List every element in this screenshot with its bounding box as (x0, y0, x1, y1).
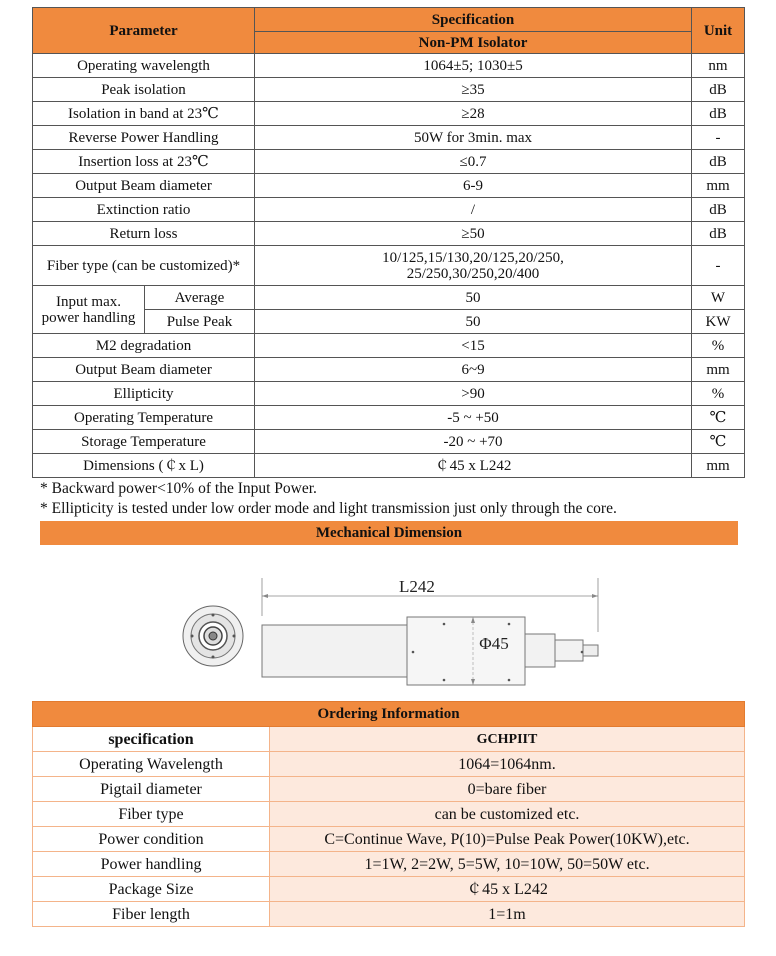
table-row (33, 454, 745, 478)
unit-cell: W (692, 286, 745, 310)
ordering-table (32, 701, 745, 927)
unit-cell: % (692, 334, 745, 358)
param-cell: M2 degradation (33, 334, 255, 358)
note-ellipticity: * Ellipticity is tested under low order mode and light transmission just only through the core. (40, 500, 617, 517)
unit-cell: mm (692, 454, 745, 478)
param-cell: Extinction ratio (33, 198, 255, 222)
table-row (33, 126, 745, 150)
table-row (33, 222, 745, 246)
table-row (33, 334, 745, 358)
param-cell: Ellipticity (33, 382, 255, 406)
ordering-value: 1=1m (270, 902, 745, 927)
table-row (33, 382, 745, 406)
value-cell (255, 246, 692, 286)
table-row (33, 430, 745, 454)
ordering-label: Fiber length (33, 902, 270, 927)
value-cell: ≥50 (255, 222, 692, 246)
unit-cell: dB (692, 102, 745, 126)
table-row (33, 777, 745, 802)
unit-cell: nm (692, 54, 745, 78)
unit-cell: - (692, 126, 745, 150)
table-row (33, 150, 745, 174)
table-row (33, 358, 745, 382)
param-cell: Dimensions (￠x L) (33, 454, 255, 478)
header-specification: Specification (255, 8, 692, 32)
param-group-line-1: Input max. (56, 293, 121, 310)
ordering-value: 1=1W, 2=2W, 5=5W, 10=10W, 50=50W etc. (270, 852, 745, 877)
value-cell: 50 (255, 310, 692, 334)
value-cell: <15 (255, 334, 692, 358)
ordering-title: Ordering Information (33, 702, 745, 727)
unit-cell: - (692, 246, 745, 286)
value-cell: 6~9 (255, 358, 692, 382)
end-view-icon (183, 606, 243, 666)
ordering-value: 0=bare fiber (270, 777, 745, 802)
value-cell: ￠45 x L242 (255, 454, 692, 478)
value-cell: >90 (255, 382, 692, 406)
table-row (33, 827, 745, 852)
value-line-1: 10/125,15/130,20/125,20/250, (382, 249, 564, 266)
table-row (33, 877, 745, 902)
param-cell: Operating wavelength (33, 54, 255, 78)
ordering-header-right: GCHPIIT (270, 727, 745, 752)
unit-cell: ℃ (692, 406, 745, 430)
header-subtitle: Non-PM Isolator (255, 32, 692, 54)
unit-cell: mm (692, 174, 745, 198)
unit-cell: % (692, 382, 745, 406)
value-cell: 50W for 3min. max (255, 126, 692, 150)
unit-cell: dB (692, 198, 745, 222)
sub-param-cell: Average (145, 286, 255, 310)
param-cell: Output Beam diameter (33, 174, 255, 198)
table-row (33, 78, 745, 102)
unit-cell: dB (692, 222, 745, 246)
table-row (33, 406, 745, 430)
value-cell: 1064±5; 1030±5 (255, 54, 692, 78)
value-cell: 6-9 (255, 174, 692, 198)
length-label: L242 (399, 577, 435, 596)
value-cell: -5 ~ +50 (255, 406, 692, 430)
ordering-value: 1064=1064nm. (270, 752, 745, 777)
value-cell: / (255, 198, 692, 222)
param-cell: Output Beam diameter (33, 358, 255, 382)
value-cell: -20 ~ +70 (255, 430, 692, 454)
mechanical-drawing (170, 572, 610, 690)
table-row (33, 286, 745, 310)
param-cell: Reverse Power Handling (33, 126, 255, 150)
value-cell: ≥28 (255, 102, 692, 126)
table-row (33, 198, 745, 222)
param-group-line-2: power handling (41, 309, 136, 326)
unit-cell: mm (692, 358, 745, 382)
note-backward-power: * Backward power<10% of the Input Power. (40, 480, 317, 497)
mechanical-dimension-title: Mechanical Dimension (40, 521, 738, 545)
header-parameter: Parameter (33, 8, 255, 54)
ordering-label: Power handling (33, 852, 270, 877)
ordering-value: ￠45 x L242 (270, 877, 745, 902)
table-row (33, 246, 745, 286)
table-row (33, 752, 745, 777)
table-row (33, 174, 745, 198)
sub-param-cell: Pulse Peak (145, 310, 255, 334)
ordering-value: can be customized etc. (270, 802, 745, 827)
param-cell: Storage Temperature (33, 430, 255, 454)
param-cell: Peak isolation (33, 78, 255, 102)
value-cell: ≥35 (255, 78, 692, 102)
value-cell: 50 (255, 286, 692, 310)
spec-table (32, 7, 745, 478)
table-row (33, 802, 745, 827)
table-row (33, 852, 745, 877)
unit-cell: dB (692, 150, 745, 174)
ordering-label: Pigtail diameter (33, 777, 270, 802)
ordering-label: Operating Wavelength (33, 752, 270, 777)
param-cell: Fiber type (can be customized)* (33, 246, 255, 286)
diameter-label: Φ45 (479, 634, 509, 653)
param-cell: Return loss (33, 222, 255, 246)
unit-cell: KW (692, 310, 745, 334)
ordering-label: Fiber type (33, 802, 270, 827)
side-view-icon (262, 617, 598, 685)
ordering-header-left: specification (33, 727, 270, 752)
ordering-label: Package Size (33, 877, 270, 902)
value-cell: ≤0.7 (255, 150, 692, 174)
ordering-label: Power condition (33, 827, 270, 852)
param-cell: Insertion loss at 23℃ (33, 150, 255, 174)
unit-cell: ℃ (692, 430, 745, 454)
header-unit: Unit (692, 8, 745, 54)
unit-cell: dB (692, 78, 745, 102)
table-row (33, 54, 745, 78)
param-cell: Operating Temperature (33, 406, 255, 430)
table-row (33, 902, 745, 927)
ordering-value: C=Continue Wave, P(10)=Pulse Peak Power(10KW),etc. (270, 827, 745, 852)
table-row (33, 102, 745, 126)
param-group-cell (33, 286, 145, 334)
param-cell: Isolation in band at 23℃ (33, 102, 255, 126)
value-line-2: 25/250,30/250,20/400 (406, 265, 540, 282)
